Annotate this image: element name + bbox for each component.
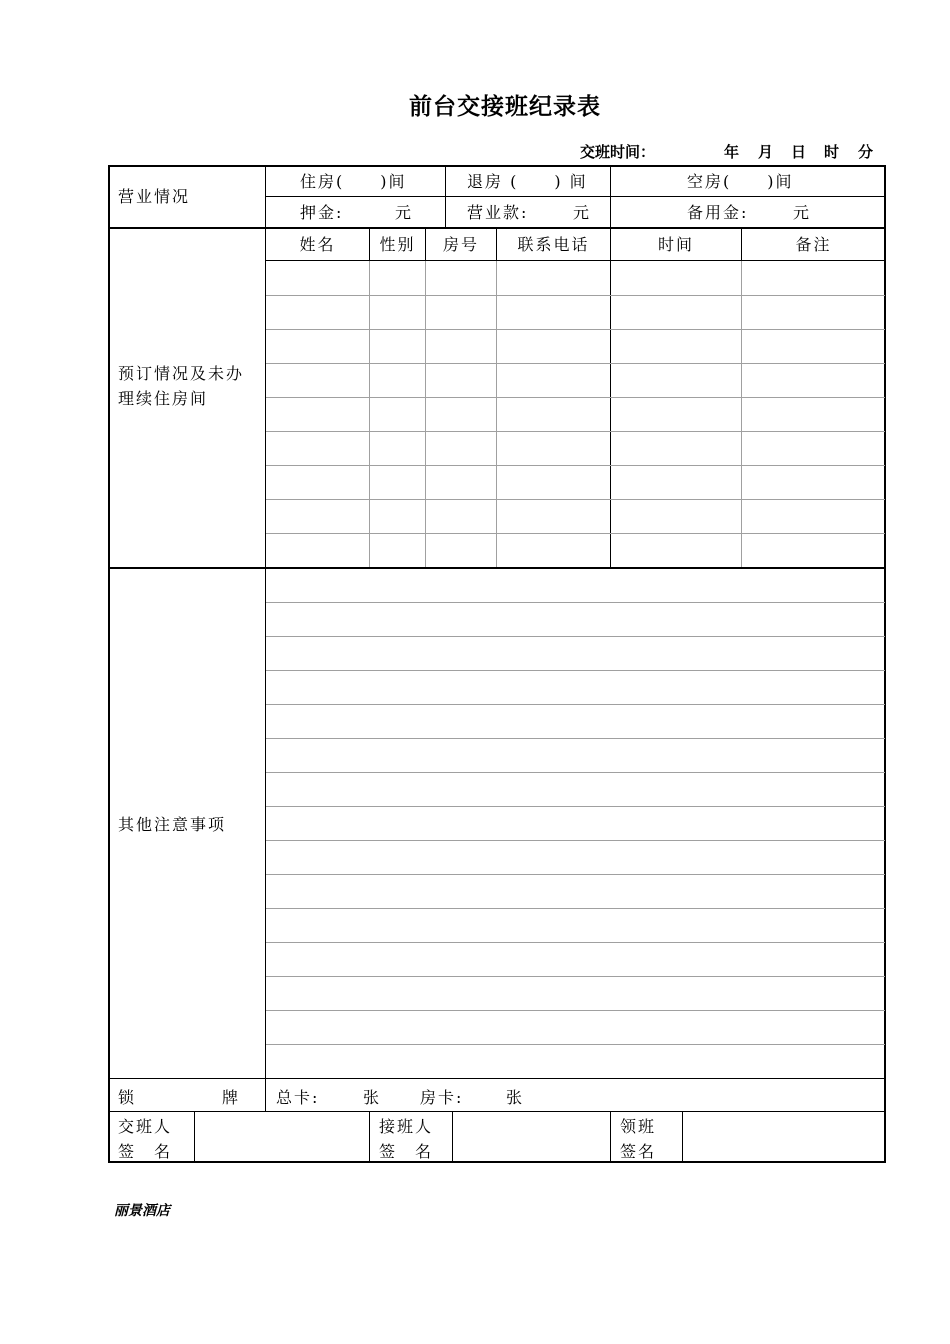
column-header-gender: 性别 — [379, 235, 416, 254]
hotel-name-footer: 丽景酒店 — [114, 1203, 170, 1219]
reservation-row-line — [266, 431, 885, 432]
notes-row-line — [266, 738, 885, 739]
deposit-unit: 元 — [395, 203, 414, 222]
column-header-time: 时间 — [657, 235, 694, 254]
shift-time-year: 年 — [724, 143, 740, 161]
vacant-rooms-field: 空房( )间 — [687, 172, 794, 191]
reservation-row-line — [266, 533, 885, 534]
master-card-label: 总卡: — [276, 1088, 320, 1107]
notes-row-line — [266, 874, 885, 875]
reservation-section-bottom — [108, 567, 886, 569]
page-title: 前台交接班纪录表 — [409, 94, 601, 120]
receiver-signature-label-2: 签 名 — [379, 1142, 434, 1161]
occupied-rooms-field: 住房( )间 — [300, 172, 407, 191]
business-col-divider-1 — [445, 165, 446, 227]
reservation-row-line — [266, 329, 885, 330]
reservation-row-line — [266, 397, 885, 398]
res-body-divider-3 — [496, 261, 497, 567]
sig-divider-3 — [452, 1112, 453, 1163]
handover-signature-label-2: 签 名 — [118, 1142, 173, 1161]
leader-signature-label-2: 签名 — [620, 1142, 657, 1161]
notes-row-line — [266, 806, 885, 807]
sig-divider-4 — [610, 1112, 611, 1163]
handover-signature-label-1: 交班人 — [118, 1117, 173, 1136]
notes-row-line — [266, 602, 885, 603]
business-section-bottom — [108, 227, 886, 229]
column-header-room-number: 房号 — [442, 235, 479, 254]
business-row-divider — [266, 196, 885, 197]
business-section-label: 营业情况 — [118, 187, 191, 206]
reservation-row-line — [266, 499, 885, 500]
shift-time — [580, 141, 880, 161]
label-column-divider — [265, 165, 266, 1112]
notes-row-line — [266, 704, 885, 705]
notes-row-line — [266, 1010, 885, 1011]
notes-row-line — [266, 636, 885, 637]
shift-time-month: 月 — [758, 143, 774, 161]
res-body-divider-2 — [425, 261, 426, 567]
sig-divider-1 — [194, 1112, 195, 1163]
reservation-row-line — [266, 295, 885, 296]
res-body-divider-1 — [369, 261, 370, 567]
checkout-rooms-field: 退房 ( ) 间 — [467, 172, 588, 191]
reservation-section-label-1: 预订情况及未办 — [118, 364, 245, 383]
revenue-label: 营业款: — [467, 203, 529, 222]
key-label-right: 牌 — [222, 1088, 241, 1107]
notes-row-line — [266, 976, 885, 977]
keys-row-bottom — [108, 1111, 886, 1112]
reserve-fund-unit: 元 — [793, 203, 812, 222]
notes-row-line — [266, 942, 885, 943]
business-col-divider-2 — [610, 165, 611, 227]
deposit-label: 押金: — [300, 203, 344, 222]
notes-row-line — [266, 840, 885, 841]
revenue-unit: 元 — [573, 203, 592, 222]
reservation-section-label-2: 理续住房间 — [118, 389, 209, 408]
shift-time-hour: 时 — [824, 143, 840, 161]
notes-row-line — [266, 670, 885, 671]
room-card-label: 房卡: — [420, 1088, 464, 1107]
reservation-header-bottom — [266, 260, 885, 261]
notes-section-bottom — [108, 1078, 886, 1079]
leader-signature-label-1: 领班 — [620, 1117, 657, 1136]
sig-divider-5 — [682, 1112, 683, 1163]
receiver-signature-label-1: 接班人 — [379, 1117, 434, 1136]
handover-form-frame — [108, 165, 886, 1163]
reservation-row-line — [266, 465, 885, 466]
master-card-unit: 张 — [363, 1088, 382, 1107]
column-header-remarks: 备注 — [795, 235, 832, 254]
column-header-name: 姓名 — [299, 235, 336, 254]
sig-divider-2 — [369, 1112, 370, 1163]
shift-time-day: 日 — [791, 143, 807, 161]
room-card-unit: 张 — [506, 1088, 525, 1107]
res-body-divider-5 — [741, 261, 742, 567]
key-label-left: 锁 — [118, 1088, 137, 1107]
notes-section-label: 其他注意事项 — [118, 815, 227, 834]
notes-row-line — [266, 908, 885, 909]
shift-time-minute: 分 — [858, 143, 874, 161]
notes-row-line — [266, 1044, 885, 1045]
column-header-phone: 联系电话 — [517, 235, 590, 254]
shift-time-label: 交班时间： — [580, 143, 656, 161]
reservation-row-line — [266, 363, 885, 364]
notes-row-line — [266, 772, 885, 773]
reserve-fund-label: 备用金: — [687, 203, 749, 222]
